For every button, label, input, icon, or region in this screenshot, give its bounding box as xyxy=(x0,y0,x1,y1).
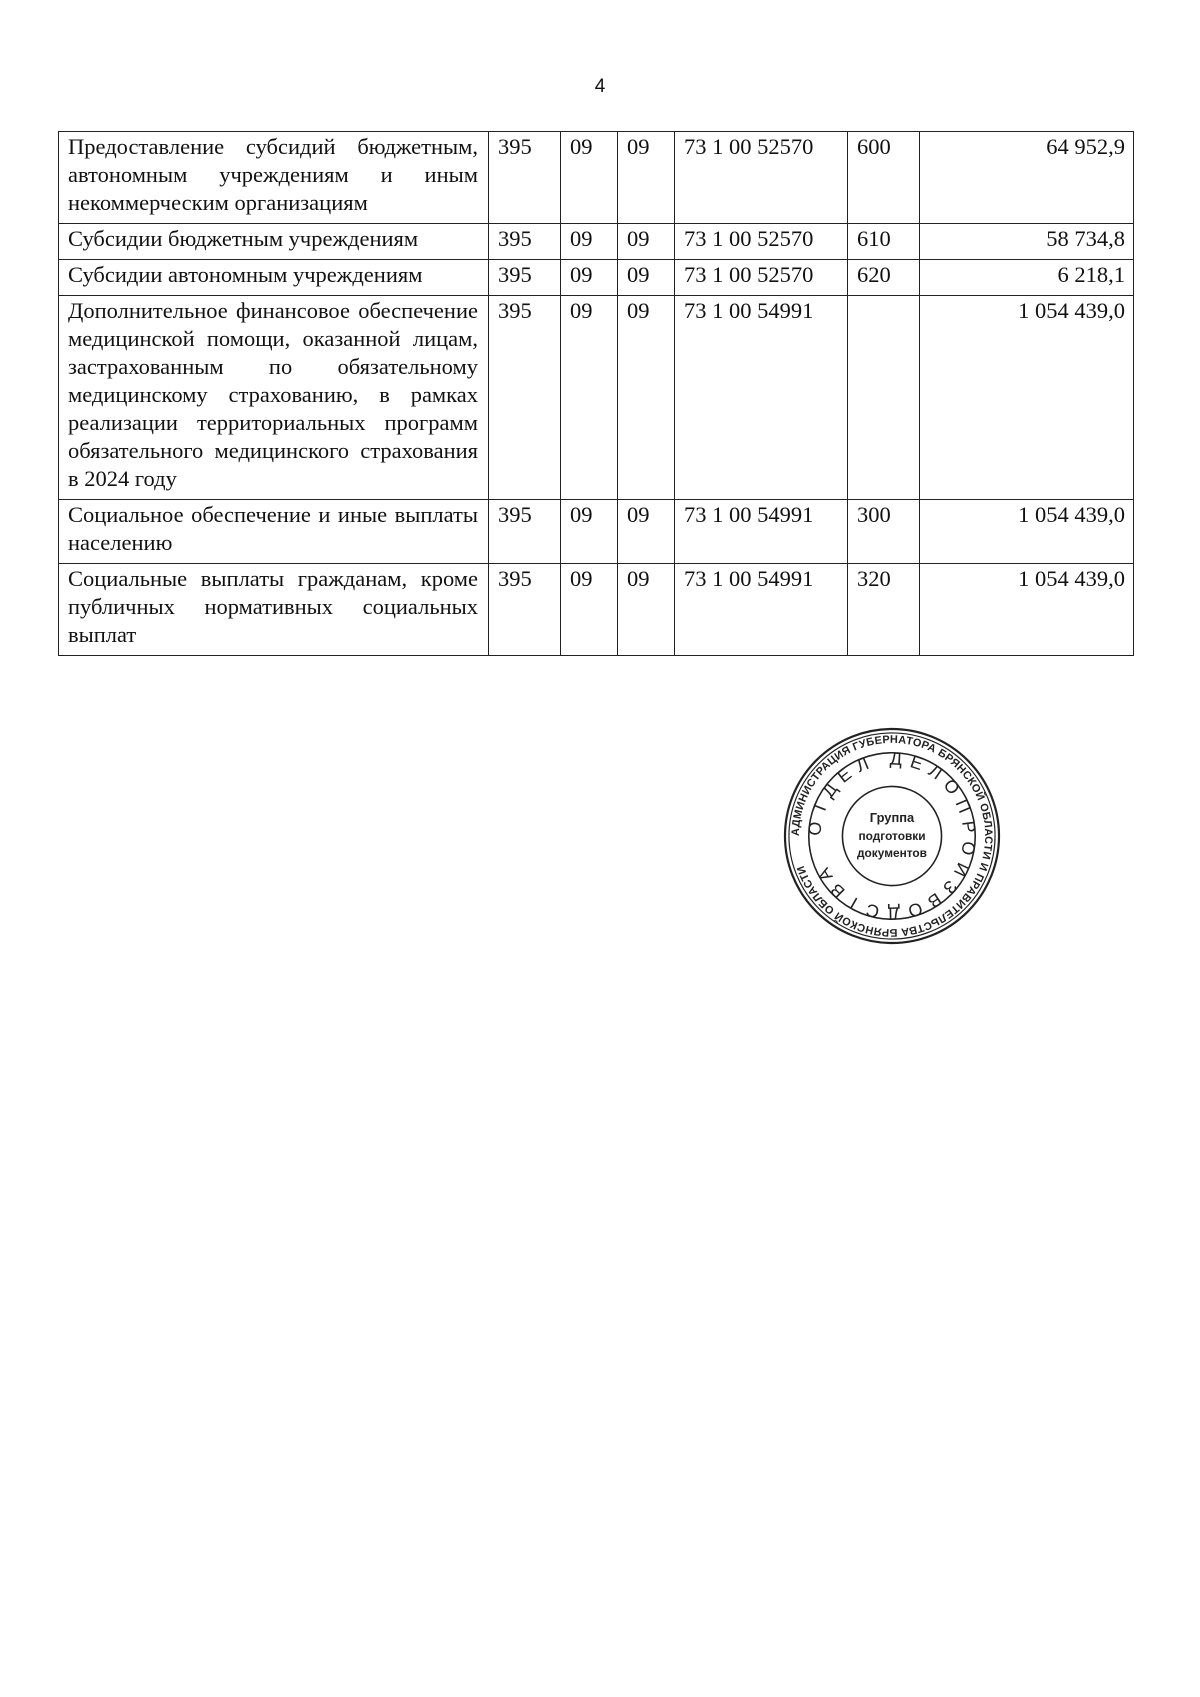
budget-table xyxy=(58,131,1134,656)
stamp-center-line-3: документов xyxy=(857,845,927,860)
row-grbs: 395 xyxy=(489,564,561,656)
row-grbs: 395 xyxy=(489,500,561,564)
row-vr: 620 xyxy=(848,260,920,296)
row-vr: 600 xyxy=(848,132,920,224)
row-sum: 64 952,9 xyxy=(920,132,1134,224)
row-csr: 73 1 00 54991 xyxy=(675,564,848,656)
row-pr: 09 xyxy=(618,296,675,500)
row-rz: 09 xyxy=(561,500,618,564)
row-name: Дополнительное финансовое обеспечение медицинской помощи, оказанной лицам, застрахованным по обязательному медицинскому страхованию, в рамках реализации территориальных программ обязательного медицинского страхования в 2024 году xyxy=(59,296,489,500)
row-vr: 320 xyxy=(848,564,920,656)
row-name: Субсидии автономным учреждениям xyxy=(59,260,489,296)
page-number: 4 xyxy=(594,76,606,97)
row-sum: 1 054 439,0 xyxy=(920,500,1134,564)
row-csr: 73 1 00 52570 xyxy=(675,224,848,260)
row-vr: 300 xyxy=(848,500,920,564)
row-csr: 73 1 00 54991 xyxy=(675,500,848,564)
table-row xyxy=(59,296,1134,500)
row-rz: 09 xyxy=(561,224,618,260)
row-rz: 09 xyxy=(561,132,618,224)
row-name: Социальные выплаты гражданам, кроме публичных нормативных социальных выплат xyxy=(59,564,489,656)
row-sum: 1 054 439,0 xyxy=(920,296,1134,500)
row-grbs: 395 xyxy=(489,224,561,260)
table-row xyxy=(59,500,1134,564)
row-pr: 09 xyxy=(618,132,675,224)
row-csr: 73 1 00 52570 xyxy=(675,132,848,224)
row-csr: 73 1 00 54991 xyxy=(675,296,848,500)
row-sum: 1 054 439,0 xyxy=(920,564,1134,656)
row-grbs: 395 xyxy=(489,132,561,224)
office-stamp xyxy=(783,727,1001,945)
row-sum: 6 218,1 xyxy=(920,260,1134,296)
row-rz: 09 xyxy=(561,260,618,296)
row-name: Субсидии бюджетным учреждениям xyxy=(59,224,489,260)
row-grbs: 395 xyxy=(489,296,561,500)
row-rz: 09 xyxy=(561,564,618,656)
row-vr: 610 xyxy=(848,224,920,260)
table-row xyxy=(59,132,1134,224)
stamp-outer-text: АДМИНИСТРАЦИЯ ГУБЕРНАТОРА БРЯНСКОЙ ОБЛАСТИ И ПРАВИТЕЛЬСТВА БРЯНСКОЙ ОБЛАСТИ xyxy=(789,733,995,939)
stamp-center-line-2: подготовки xyxy=(858,828,926,843)
row-name: Предоставление субсидий бюджетным, автономным учреждениям и иным некоммерческим организациям xyxy=(59,132,489,224)
row-rz: 09 xyxy=(561,296,618,500)
row-csr: 73 1 00 52570 xyxy=(675,260,848,296)
table-row xyxy=(59,260,1134,296)
row-pr: 09 xyxy=(618,224,675,260)
row-vr xyxy=(848,296,920,500)
table-row xyxy=(59,224,1134,260)
row-grbs: 395 xyxy=(489,260,561,296)
row-pr: 09 xyxy=(618,500,675,564)
row-pr: 09 xyxy=(618,260,675,296)
stamp-center-line-1: Группа xyxy=(869,810,915,826)
table-row xyxy=(59,564,1134,656)
row-pr: 09 xyxy=(618,564,675,656)
stamp-inner-text: ОТДЕЛ ДЕЛОПРОИЗВОДСТВА xyxy=(804,748,980,924)
row-name: Социальное обеспечение и иные выплаты населению xyxy=(59,500,489,564)
row-sum: 58 734,8 xyxy=(920,224,1134,260)
